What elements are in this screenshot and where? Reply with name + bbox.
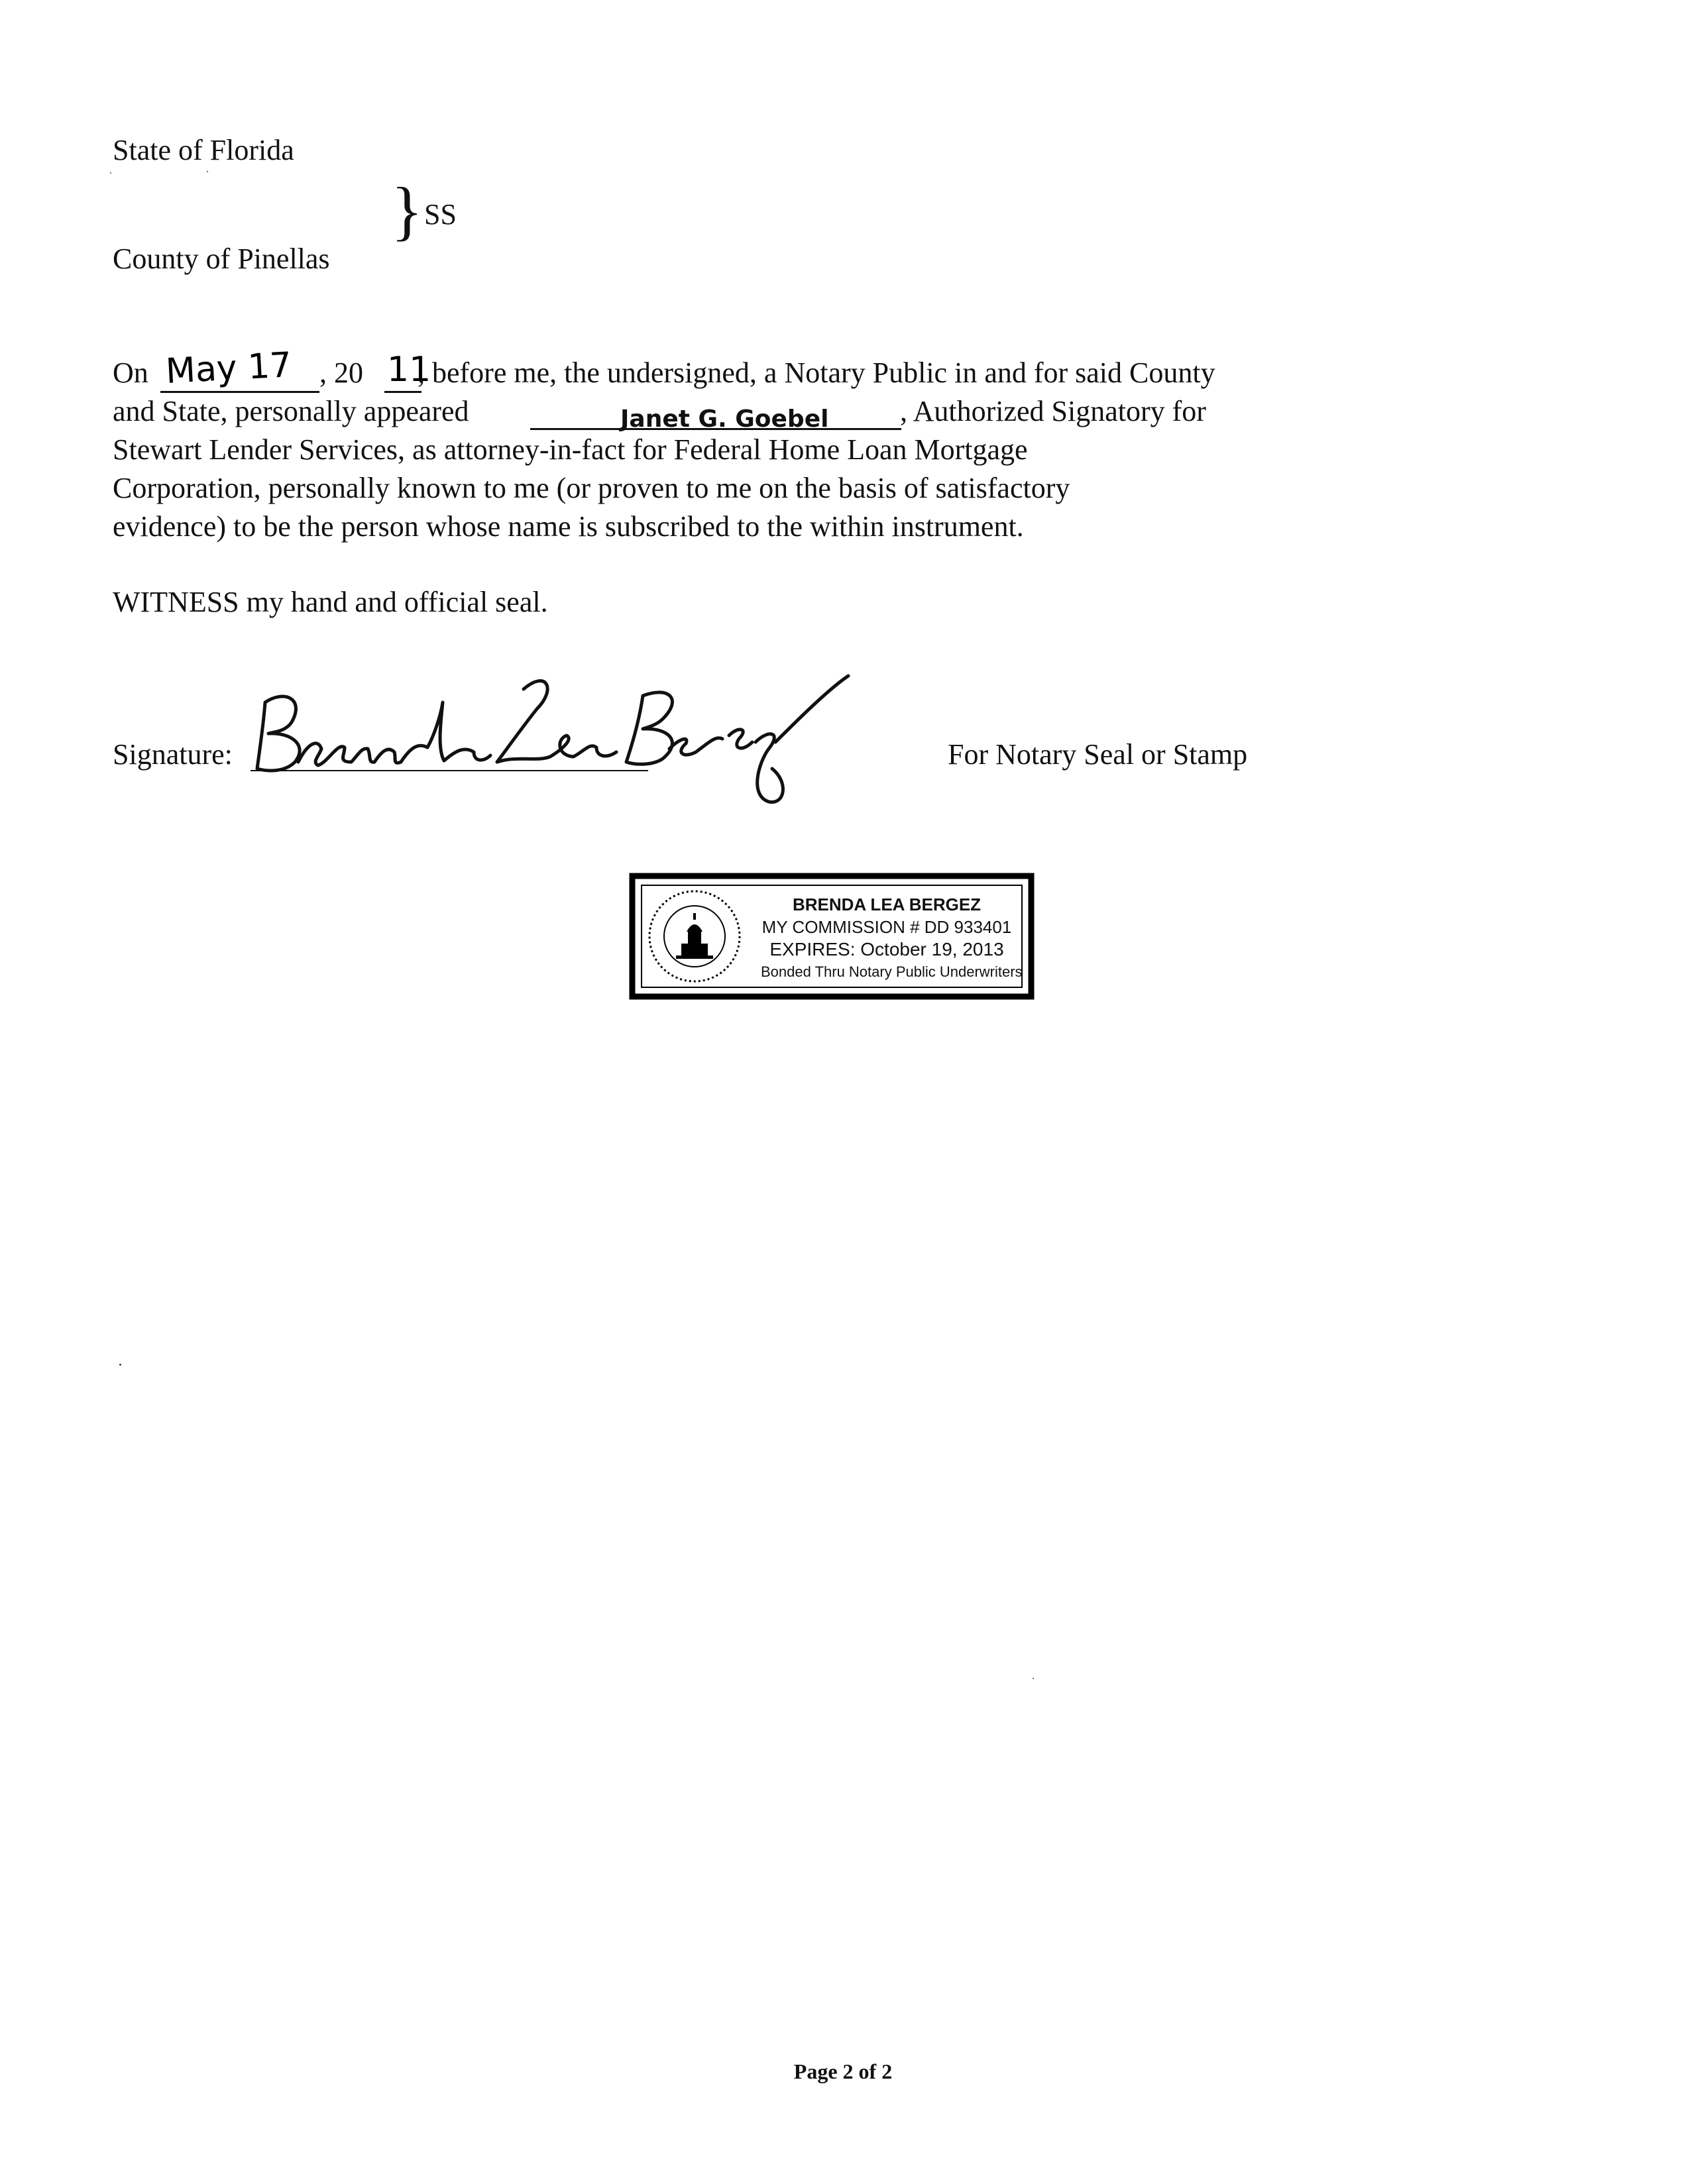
handwritten-date: May 17: [164, 345, 293, 392]
ack-line-1: , before me, the undersigned, a Notary Public in and for said County: [418, 356, 1215, 389]
witness-line: WITNESS my hand and official seal.: [113, 586, 548, 618]
notary-stamp: [628, 871, 1037, 1003]
stamp-border: [628, 871, 1037, 1003]
handwritten-year: 11: [387, 350, 431, 390]
on-prefix: On: [113, 356, 148, 389]
notary-seal-label: For Notary Seal or Stamp: [948, 738, 1248, 771]
page-number: Page 2 of 2: [793, 2059, 893, 2083]
scan-speck: [207, 171, 208, 172]
stamp-expires: EXPIRES: October 19, 2013: [769, 939, 1004, 959]
stamp-commission: MY COMMISSION # DD 933401: [761, 917, 1012, 937]
brace-symbol: }: [391, 174, 423, 247]
scan-speck: [110, 172, 111, 174]
ack-line-2-suffix: , Authorized Signatory for: [900, 395, 1206, 427]
stamp-bonded: Bonded Thru Notary Public Underwriters: [761, 963, 1023, 980]
scan-speck: [119, 1364, 121, 1366]
ack-line-5: evidence) to be the person whose name is subscribed to the within instrument.: [113, 510, 1024, 543]
ack-line-2-prefix: and State, personally appeared: [113, 395, 469, 427]
ack-line-3: Stewart Lender Services, as attorney-in-fact for Federal Home Loan Mortgage: [113, 433, 1028, 466]
signature-label: Signature:: [113, 738, 233, 771]
ack-line-4: Corporation, personally known to me (or proven to me on the basis of satisfactory: [113, 472, 1070, 504]
stamp-name: BRENDA LEA BERGEZ: [792, 895, 982, 914]
appeared-name: Janet G. Goebel: [620, 406, 829, 433]
ss-label: SS: [424, 198, 457, 231]
scan-speck: [1033, 1678, 1034, 1679]
county-line: County of Pinellas: [113, 243, 330, 275]
handwritten-signature: [245, 669, 855, 808]
state-line: State of Florida: [113, 134, 294, 166]
year-prefix: , 20: [319, 356, 363, 389]
